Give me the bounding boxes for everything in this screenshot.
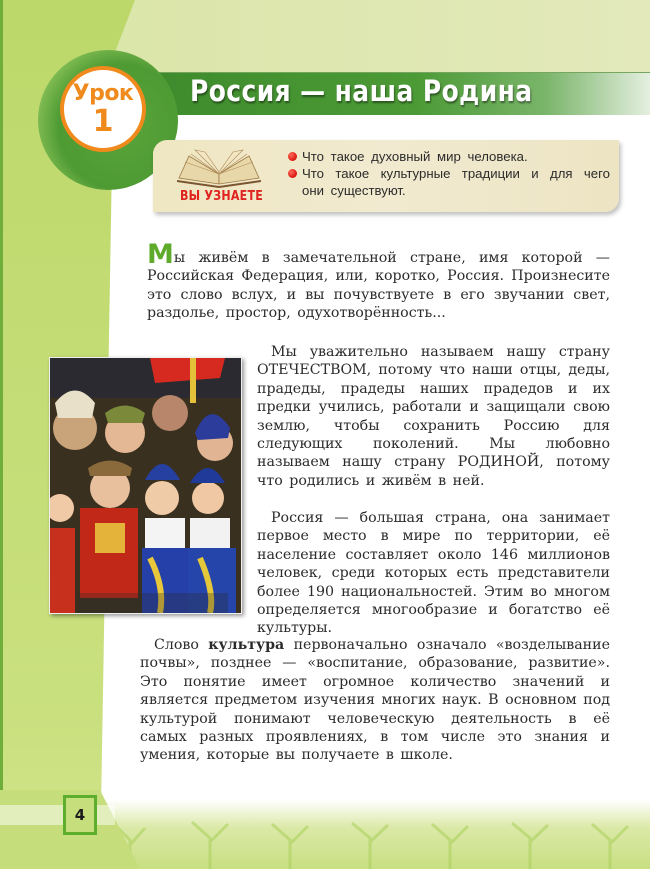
- photo-illustration: [50, 358, 241, 613]
- paragraph-intro: Мы живём в замечательной стране, имя которой — Российская Федерация, или, коротко, Россия. Произнесите это слово вслух, и вы почувствуете в его звучании свет, раздолье, простор, одухотворённость...: [147, 239, 610, 322]
- paragraph-russia-size: Россия — большая страна, она занимает первое место в мире по территории, её население составляет около 146 миллионов человек, среди которых есть представители более 190 национальностей. Этим во многом определяется многообразие и богатство её культуры.: [257, 510, 610, 637]
- photo-folk-costumes: [49, 357, 242, 614]
- bullet-icon: [288, 169, 297, 178]
- learn-box-label: ВЫ УЗНАЕТЕ: [180, 189, 264, 204]
- paragraph-culture: Слово культура первоначально означало «возделывание почвы», позднее — «воспитание, образование, развитие». Это понятие имеет огромное количество значений и является предметом изучения многих наук. В основном под культурой понимают человеческую деятельность в её самых разных проявлениях, в том числе это знания и умения, которые вы получаете в школе.: [140, 637, 610, 764]
- left-edge-line: [0, 0, 3, 869]
- page-number-stripe: [0, 805, 115, 825]
- lesson-label: Урок: [72, 81, 134, 106]
- page-number: 4: [63, 795, 97, 835]
- learn-list-item: Что такое духовный мир человека.: [288, 148, 610, 165]
- tree-pattern-decoration: [100, 820, 650, 869]
- lesson-number: 1: [92, 104, 114, 139]
- paragraph-fatherland: Мы уважительно называем нашу страну ОТЕЧЕСТВОМ, потому что наши отцы, деды, прадеды, прадеды наших прадедов и их предки учились, работали и защищали свою землю, чтобы сохранить Россию для следующих поколений. Мы любовно называем нашу страну РОДИНОЙ, потому что родились и живём в ней.: [257, 344, 610, 489]
- learn-list-item: Что такое культурные традиции и для чего они существуют.: [288, 165, 610, 199]
- term-culture: культура: [208, 637, 285, 653]
- open-book-icon: [175, 148, 263, 188]
- drop-cap: М: [147, 239, 174, 270]
- learn-list: [288, 148, 610, 199]
- lesson-badge: [60, 66, 146, 152]
- bullet-icon: [288, 152, 297, 161]
- page-title: Россия — наша Родина: [190, 74, 533, 108]
